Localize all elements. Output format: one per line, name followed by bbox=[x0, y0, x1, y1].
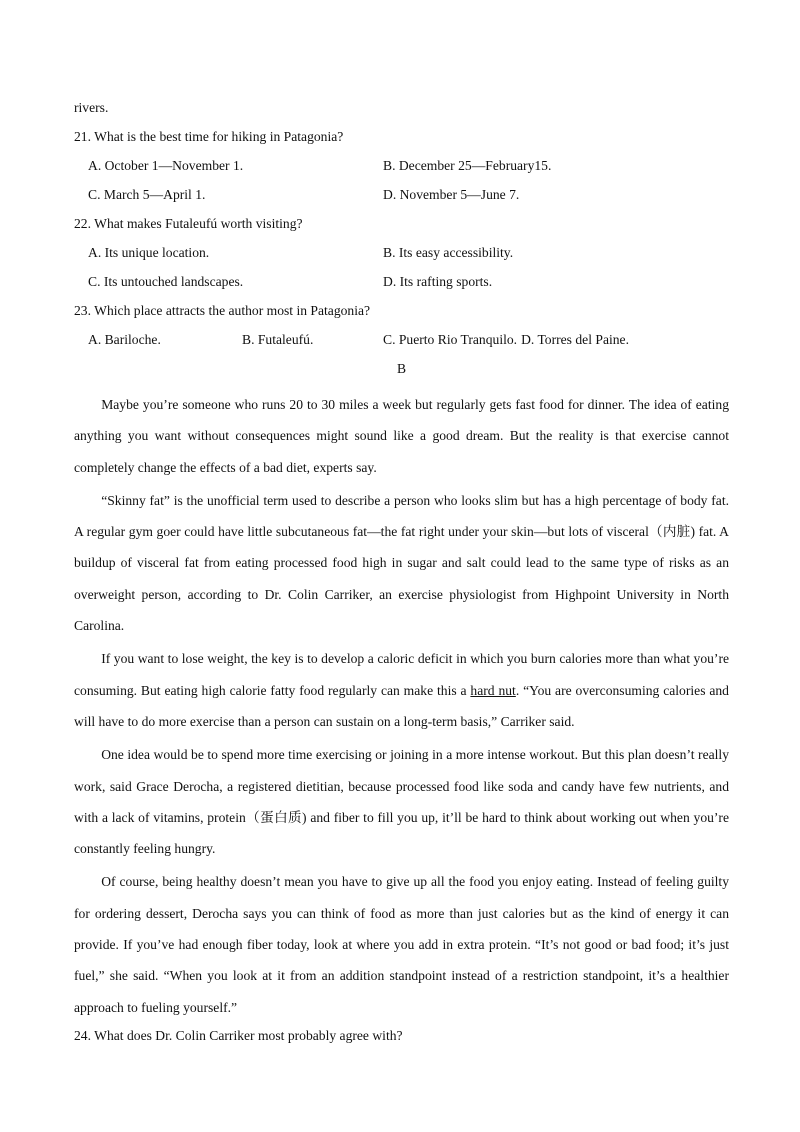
option-23-d[interactable]: D. Torres del Paine. bbox=[521, 332, 629, 347]
option-22-b[interactable]: B. Its easy accessibility. bbox=[383, 245, 514, 260]
paragraph-3-text-after: . “You are overconsuming calories and will have to do more exercise than a person can sustain on a long-term basis,” Carriker said. bbox=[74, 682, 729, 729]
question-23-stem: 23. Which place attracts the author most in Patagonia? bbox=[74, 303, 371, 318]
option-21-a[interactable]: A. October 1—November 1. bbox=[88, 158, 244, 173]
passage-paragraph-4: One idea would be to spend more time exercising or joining in a more intense workout. But this plan doesn’t really work, said Grace Derocha, a registered dietitian, because processed food like soda and candy have few nutrients, and with a lack of vitamins, protein（蛋白质) and fiber to fill you up, it’ll be hard to think about working out when you’re constantly feeling hungry. bbox=[74, 747, 729, 857]
question-22-options-row-2 bbox=[74, 271, 729, 300]
option-22-c[interactable]: C. Its untouched landscapes. bbox=[88, 274, 244, 289]
option-22-d[interactable]: D. Its rafting sports. bbox=[383, 274, 493, 289]
option-22-a[interactable]: A. Its unique location. bbox=[88, 245, 210, 260]
passage-paragraph-2: “Skinny fat” is the unofficial term used to describe a person who looks slim but has a high percentage of body fat. A regular gym goer could have little subcutaneous fat—the fat right under your skin—but lots of visceral（内脏) fat. A buildup of visceral fat from eating processed food high in sugar and salt could lead to the same type of risks as an overweight person, according to Dr. Colin Carriker, an exercise physiologist from Highpoint University in North Carolina. bbox=[74, 492, 729, 634]
question-22-stem: 22. What makes Futaleufú worth visiting? bbox=[74, 216, 303, 231]
passage-paragraph-5: Of course, being healthy doesn’t mean you have to give up all the food you enjoy eating. Instead of feeling guilty for ordering dessert, Derocha says you can think of food as more than just calories but as the kind of energy it can provide. If you’ve had enough fiber today, look at where you add in extra protein. “It’s not good or bad food; it’s just fuel,” she said. “When you look at it from an addition standpoint instead of a restriction standpoint, it’s a healthier approach to fueling yourself.” bbox=[74, 874, 729, 1015]
passage-paragraph-3 bbox=[74, 643, 729, 737]
question-24-stem: 24. What does Dr. Colin Carriker most probably agree with? bbox=[74, 1027, 403, 1043]
question-21-stem: 21. What is the best time for hiking in Patagonia? bbox=[74, 129, 344, 144]
option-23-a[interactable]: A. Bariloche. bbox=[88, 332, 161, 347]
question-22-options-row-1 bbox=[74, 242, 729, 271]
question-21-options-row-2 bbox=[74, 184, 729, 213]
paragraph-3-text-before: If you want to lose weight, the key is to develop a caloric deficit in which you burn calories more than what you’re consuming. But eating high calorie fatty food regularly can make this a bbox=[74, 651, 729, 698]
option-23-b[interactable]: B. Futaleufú. bbox=[242, 332, 314, 347]
passage-paragraph-1: Maybe you’re someone who runs 20 to 30 miles a week but regularly gets fast food for dinner. The idea of eating anything you want without consequences might sound like a good dream. But the reality is that exercise cannot completely change the effects of a bad diet, experts say. bbox=[74, 397, 729, 475]
lead-text: rivers. bbox=[74, 100, 109, 115]
option-21-c[interactable]: C. March 5—April 1. bbox=[88, 187, 206, 202]
option-23-c[interactable]: C. Puerto Rio Tranquilo. bbox=[383, 332, 518, 347]
section-label: B bbox=[396, 361, 407, 376]
document-page bbox=[74, 97, 729, 1054]
option-21-b[interactable]: B. December 25—February15. bbox=[383, 158, 552, 173]
question-21-options-row-1 bbox=[74, 155, 729, 184]
option-21-d[interactable]: D. November 5—June 7. bbox=[383, 187, 520, 202]
question-23-options-row bbox=[74, 329, 729, 358]
underlined-phrase: hard nut bbox=[470, 682, 516, 698]
